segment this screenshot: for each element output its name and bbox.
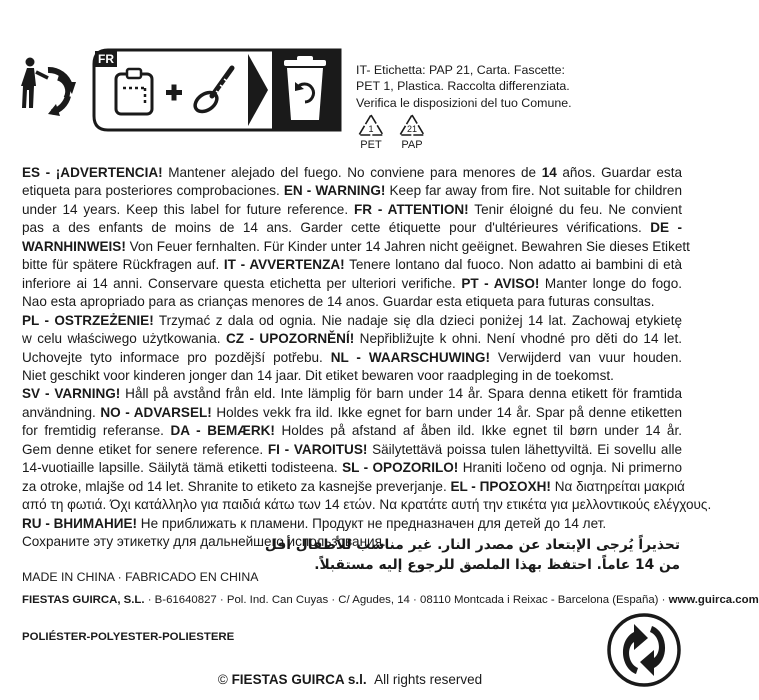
warning-line	[22, 385, 682, 403]
warning-line	[22, 256, 682, 274]
warning-text: w celu właściwego użytkowania.	[22, 331, 226, 347]
warning-line	[22, 441, 682, 459]
warning-text: Να διατηρείται μακριά	[550, 478, 685, 494]
warning-heading: 14	[541, 165, 557, 180]
copyright-symbol: ©	[217, 672, 228, 687]
company-info	[22, 594, 759, 606]
warning-heading: ES - ¡ADVERTENCIA!	[22, 165, 163, 180]
warning-text: Trzymać z dala od ognia. Nie nadaje się dla dzieci poniżej 14 lat. Zachowaj etykietę	[153, 312, 682, 328]
resin-number: 1	[368, 124, 374, 134]
warning-text: Von Feuer fernhalten. Für Kinder unter 14 Jahren nicht geëignet. Bewahren Sie dieses Etikett	[125, 238, 690, 254]
warning-text: Не приближать к пламени. Продукт не предназначен для детей до 14 лет.	[137, 515, 607, 531]
warning-line	[22, 478, 685, 496]
resin-label: PAP	[401, 139, 423, 151]
warning-text: Manter longe do fogo.	[539, 275, 682, 291]
warning-line	[22, 367, 682, 385]
warning-line	[22, 330, 682, 348]
warning-line	[22, 164, 682, 182]
multilingual-warnings	[22, 164, 712, 552]
resin-code-pet-icon	[359, 115, 383, 151]
warning-text: Holdes vekk fra ild. Ikke egnet for barn under 14 år. Spar på denne etiketten	[211, 404, 682, 420]
warning-text: inferiore ai 14 anni. Conservare questa etichetta per ulteriori verifiche.	[22, 275, 462, 291]
warning-heading: CZ - UPOZORNĚNÍ!	[225, 331, 355, 347]
resin-codes	[356, 113, 476, 155]
warning-line	[22, 459, 682, 477]
warning-heading: NO - ADVARSEL!	[100, 404, 212, 420]
warning-text: for fremtidig referanse.	[22, 423, 171, 439]
warning-text: Verwijderd van vuur houden.	[489, 349, 682, 365]
company-name: FIESTAS GUIRCA, S.L.	[22, 594, 145, 606]
warning-text: pas a des enfants de moins de 14 ans. Garder cette étiquette pour d'ultérieures vérifications.	[22, 220, 651, 236]
warning-line	[22, 275, 682, 293]
warning-text: Сохраните эту этикетку для дальнейшего использования.	[22, 534, 386, 550]
company-details: · B-61640827 · Pol. Ind. Can Cuyas · C/ Agudes, 14 · 08110 Montcada i Reixac - Barcelona (España) ·	[144, 594, 669, 606]
copyright-rights: All rights reserved	[374, 672, 483, 687]
warning-heading: PT - AVISO!	[461, 275, 540, 291]
country-badge: FR	[98, 52, 114, 66]
warning-heading: EN - WARNING!	[283, 183, 386, 199]
warning-line	[22, 293, 682, 311]
warning-heading: FR - ATTENTION!	[353, 201, 469, 217]
warning-text: Hraniti ločeno od ognja. Ni primerno	[458, 460, 683, 476]
warning-heading: DE -	[650, 220, 682, 236]
arabic-line: من 14 عاماً. احتفظ بهذا الملصق للرجوع إليه مستقبلاً.	[314, 556, 680, 573]
warning-text: Keep far away from fire. Not suitable for children	[385, 183, 682, 199]
italian-line: IT- Etichetta: PAP 21, Carta. Fascette:	[356, 63, 565, 77]
warning-line	[22, 422, 682, 440]
warning-line	[22, 312, 682, 330]
company-website: www.guirca.com	[668, 594, 759, 606]
resin-number: 21	[406, 124, 418, 134]
arabic-line: تحذيراً يُرجى الإبتعاد عن مصدر النار. غير مناسب للأطفال أقل	[264, 537, 680, 553]
warning-text: Tenir éloigné du feu. Ne convient	[468, 201, 682, 217]
warning-text: Holdes på afstand af åben ild. Ikke egnet til børn under 14 år.	[274, 423, 682, 439]
warning-text: από τη φωτιά. Όχι κατάλληλο για παιδιά κάτω των 14 ετών. Να κρατάτε αυτή την ετικέτα για μελλοντικούς ελέγχους.	[22, 497, 712, 513]
warning-text: Nao esta apropriado para as crianças menores de 14 anos. Guardar esta etiqueta para futuras consultas.	[22, 294, 655, 310]
warning-heading: SL - OPOZORILO!	[342, 460, 459, 476]
warning-heading: IT - AVVERTENZA!	[223, 257, 345, 273]
italian-line: PET 1, Plastica. Raccolta differenziata.	[356, 79, 570, 94]
warning-line	[22, 201, 682, 219]
fr-recycling-box	[92, 48, 342, 132]
warning-line	[22, 515, 682, 533]
warning-text: Niet geschikt voor kinderen jonger dan 14 jaar. Dit etiket bewaren voor raadpleging in de toekomst.	[22, 367, 614, 383]
recycling-bin-icon	[284, 56, 326, 120]
warning-text: Nepřibližujte k ohni. Není vhodné pro děti do 14 let.	[354, 331, 682, 347]
triman-icon	[18, 56, 82, 120]
warning-text: Tenere lontano dal fuoco. Non adatto ai bambini di età	[344, 257, 682, 273]
warning-heading: SV - VARNING!	[22, 386, 121, 402]
italian-line: Verifica le disposizioni del tuo Comune.	[356, 95, 572, 110]
resin-code-pap-icon	[400, 115, 424, 151]
copyright-line	[0, 672, 700, 687]
warning-text: Säilytettävä poissa tulen lähettyviltä. Ei sovellu alle	[367, 441, 682, 457]
warning-heading: RU - ВНИМАНИЕ!	[22, 515, 138, 531]
resin-label: PET	[360, 139, 382, 151]
made-in-text: MADE IN CHINA · FABRICADO EN CHINA	[22, 570, 259, 584]
italian-recycling-info	[356, 62, 686, 111]
warning-line	[22, 496, 712, 514]
copyright-company: FIESTAS GUIRCA s.l.	[231, 672, 367, 687]
warning-text: Håll på avstånd från eld. Inte lämplig för barn under 14 år. Spara denna etikett för framtida	[120, 386, 682, 402]
warning-line	[22, 349, 682, 367]
warning-line	[22, 238, 690, 256]
warning-text: Uchovejte tyto informace pro pozdější potřebu.	[22, 349, 331, 365]
warning-heading: PL - OSTRZEŻENIE!	[22, 312, 154, 328]
warning-text: under 14 years. Keep this label for future reference.	[22, 201, 354, 217]
warning-text: Mantener alejado del fuego. No conviene para menores de	[162, 165, 542, 180]
warning-text: años. Guardar esta	[556, 165, 682, 180]
warning-heading: DA - BEMÆRK!	[170, 423, 275, 439]
warning-text: Gem denne etiket for senere reference.	[22, 441, 268, 457]
warning-line	[22, 219, 682, 237]
warning-line	[22, 404, 682, 422]
warning-text: 14-vuotiaille lapsille. Säilytä tämä etiketti todisteena.	[22, 460, 343, 476]
warning-heading: WARNHINWEIS!	[22, 238, 126, 254]
warning-text: za otroke, mlajše od 14 let. Shranite to etiketo za kasnejše preverjanje.	[22, 478, 451, 494]
warning-heading: FI - VAROITUS!	[267, 441, 368, 457]
material-text: POLIÉSTER-POLYESTER-POLIESTERE	[22, 631, 235, 643]
warning-line	[22, 182, 682, 200]
warning-text: etiqueta para posteriores comprobaciones.	[22, 183, 284, 199]
warning-heading: EL - ΠΡΟΣΟΧΗ!	[450, 478, 551, 494]
warning-text: användning.	[22, 404, 101, 420]
warning-heading: NL - WAARSCHUWING!	[330, 349, 490, 365]
warning-text: bitte für spätere Rückfragen auf.	[22, 257, 224, 273]
